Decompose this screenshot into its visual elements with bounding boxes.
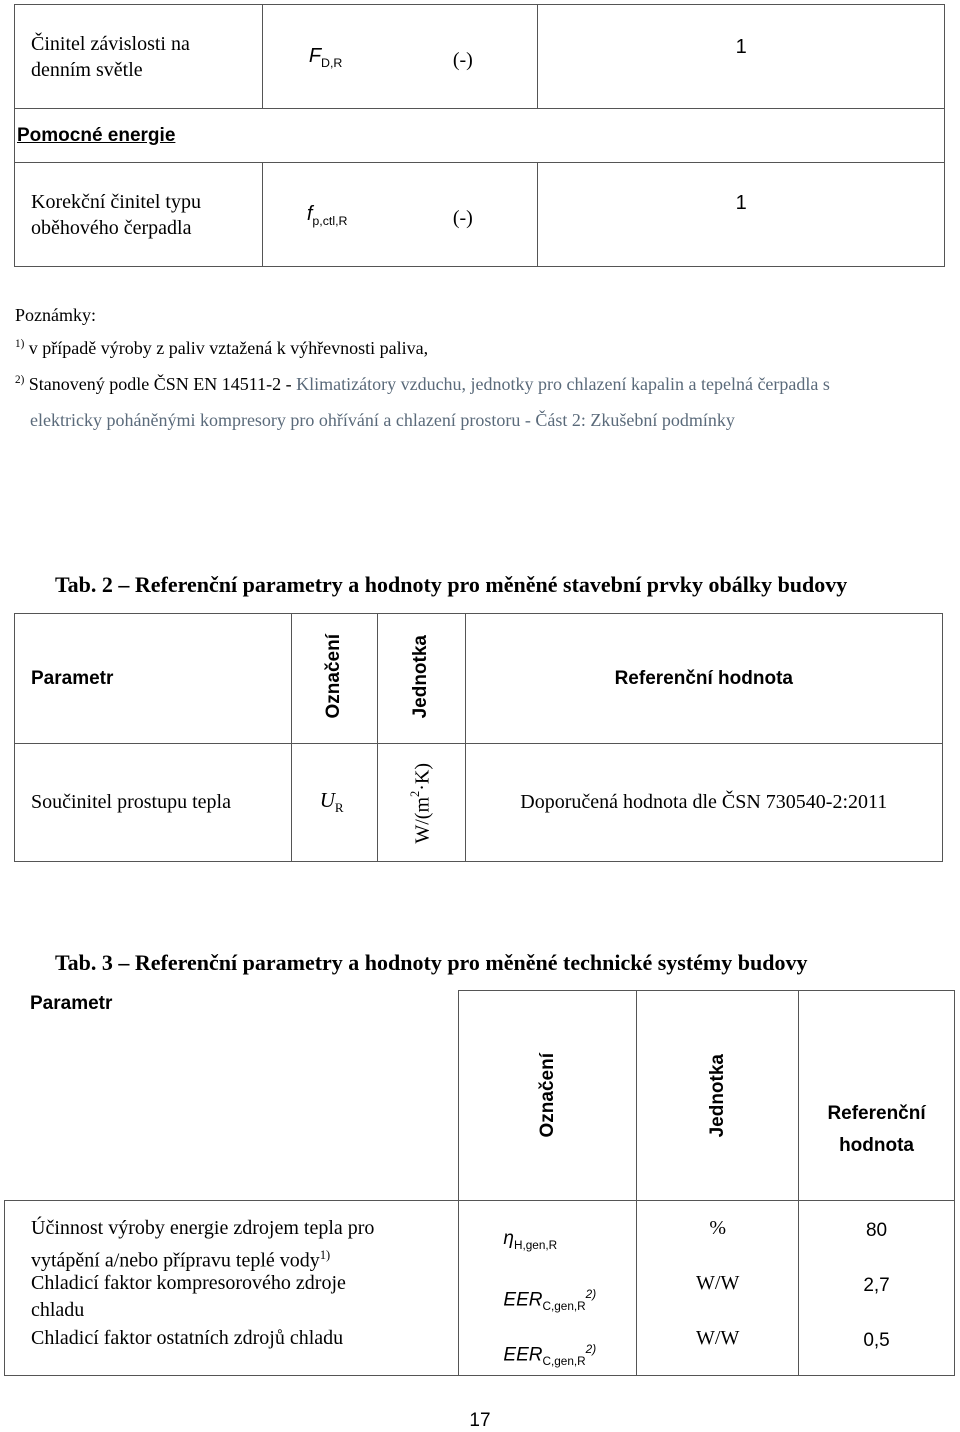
page-number: 17 xyxy=(469,1410,491,1431)
tab2-header-parametr: Parametr xyxy=(15,614,292,744)
tab3-symbol-1: $\eta_{H,gen,R}$ xyxy=(503,1228,558,1252)
tab2-row-symbol: $U_R$ xyxy=(291,744,377,862)
tab3-symbol-3: $EER_{C,gen,R}^{2)}$ xyxy=(503,1343,597,1369)
table1-row-pump xyxy=(15,163,945,267)
tab2-header-row xyxy=(15,614,943,744)
tab2-row xyxy=(15,744,943,862)
tab2-header-oznaceni: Označení xyxy=(291,614,377,744)
tab3-value-cell xyxy=(799,1201,955,1376)
daylight-label: Činitel závislosti na denním světle xyxy=(15,5,263,109)
tab2-header-ref: Referenční hodnota xyxy=(465,614,942,744)
daylight-symbol-cell xyxy=(262,5,538,109)
tab2-table xyxy=(14,613,943,862)
tab3-param-2: Chladicí faktor kompresorového zdroje chladu xyxy=(31,1272,346,1321)
tab2-row-unit: $W/(m^2\cdot K)$ xyxy=(377,744,465,862)
tab3-value-3: 0,5 xyxy=(863,1330,890,1351)
notes-heading: Poznámky: xyxy=(15,305,96,325)
tab2-row-parametr: Součinitel prostupu tepla xyxy=(15,744,292,862)
note-2: $^{2)}$ Stanovený podle ČSN EN 14511-2 - Klimatizátory vzduchu, jednotky pro chlazení kapalin a tepelná čerpadla s xyxy=(15,374,830,394)
daylight-unit: (-) xyxy=(452,49,473,71)
tab3-symbol-2: $EER_{C,gen,R}^{2)}$ xyxy=(503,1288,597,1314)
tab3-header-jednotka: Jednotka xyxy=(637,991,799,1201)
tab3-symbol-cell xyxy=(459,1201,637,1376)
tab2-row-ref: Doporučená hodnota dle ČSN 730540-2:2011 xyxy=(465,744,942,862)
tab3-param-3: Chladicí faktor ostatních zdrojů chladu xyxy=(31,1327,344,1349)
tab3-unit-1: % xyxy=(709,1217,727,1239)
tab3-unit-2: W/W xyxy=(696,1272,740,1294)
tab3-unit-3: W/W xyxy=(696,1327,740,1349)
tab3-header-ref: Referenční hodnota xyxy=(799,991,955,1201)
daylight-symbol: $F_{D,R}$ xyxy=(308,45,343,70)
tab3-header-blank xyxy=(5,991,459,1201)
tab3-table xyxy=(4,990,955,1376)
tab3-header-parametr: Parametr xyxy=(30,993,113,1014)
pump-unit: (-) xyxy=(452,207,473,229)
tab3-value-2: 2,7 xyxy=(863,1275,890,1296)
tab3-param-1: Účinnost výroby energie zdrojem tepla pro vytápění a/nebo přípravu teplé vody$^{1)}$ xyxy=(31,1217,375,1272)
pump-symbol: $f_{p,ctl,R}$ xyxy=(306,203,348,228)
table1-row-daylight xyxy=(15,5,945,109)
daylight-value: 1 xyxy=(538,5,945,109)
pump-label: Korekční činitel typu oběhového čerpadla xyxy=(15,163,263,267)
note-1: $^{1)}$ v případě výroby z paliv vztažená k výhřevnosti paliva, xyxy=(15,338,429,358)
table1 xyxy=(14,4,945,267)
tab2-caption: Tab. 2 – Referenční parametry a hodnoty pro měněné stavební prvky obálky budovy xyxy=(55,572,848,597)
note-2-line2: elektricky poháněnými kompresory pro ohřívání a chlazení prostoru - Část 2: Zkušební podmínky xyxy=(30,410,735,430)
section-aux-energy: Pomocné energie xyxy=(15,109,945,163)
tab3-caption: Tab. 3 – Referenční parametry a hodnoty pro měněné technické systémy budovy xyxy=(55,950,808,975)
pump-symbol-cell xyxy=(262,163,538,267)
tab3-header-oznaceni: Označení xyxy=(459,991,637,1201)
tab3-value-1: 80 xyxy=(865,1220,888,1241)
tab3-unit-cell xyxy=(637,1201,799,1376)
tab3-param-cell xyxy=(5,1201,459,1376)
table1-section-row xyxy=(15,109,945,163)
tab2-header-jednotka: Jednotka xyxy=(377,614,465,744)
tab3-body-row xyxy=(5,1201,955,1376)
tab3-header-row xyxy=(5,991,955,1201)
pump-value: 1 xyxy=(538,163,945,267)
